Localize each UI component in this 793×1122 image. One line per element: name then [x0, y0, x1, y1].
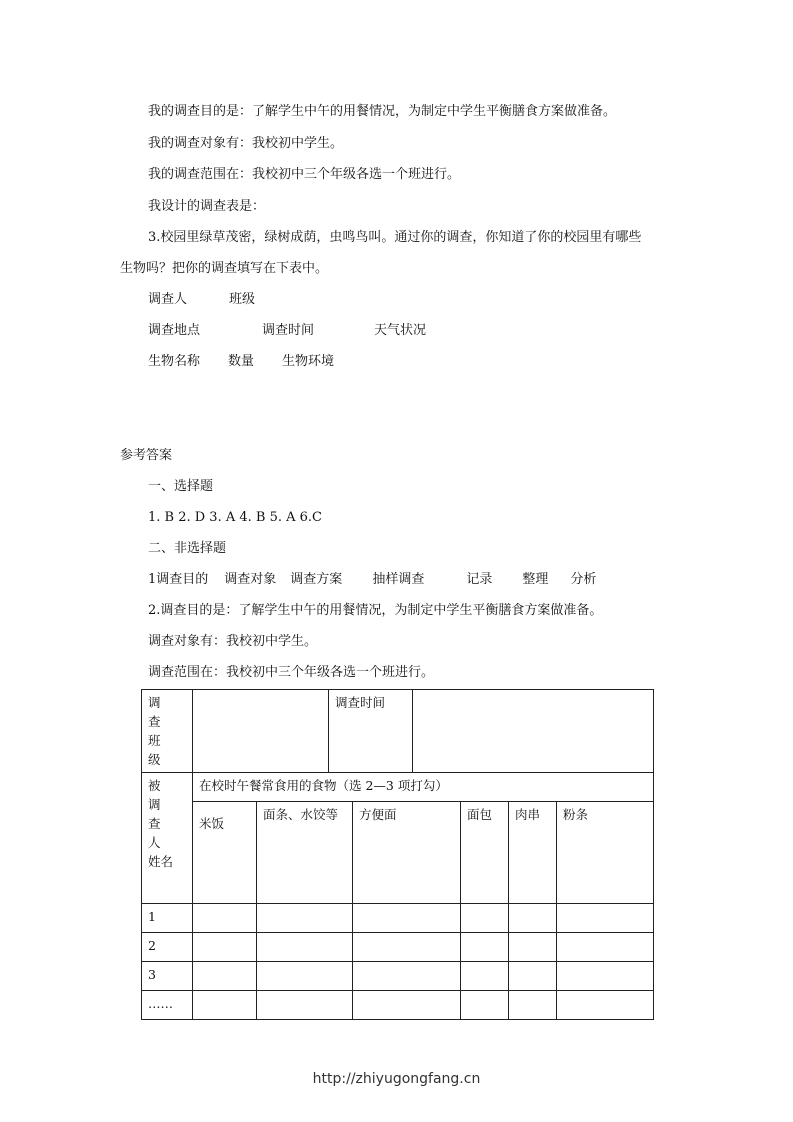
respondent-name-header: 被 调 查 人 姓名 [142, 773, 193, 904]
class-value-cell[interactable] [193, 690, 329, 773]
form-row-location [148, 323, 426, 339]
q1-item: 整理 [522, 572, 549, 587]
row-number: 1 [142, 904, 193, 933]
food-instant-noodles: 方便面 [353, 802, 461, 904]
table-row [142, 773, 654, 802]
location-label: 调查地点 [148, 323, 201, 338]
food-noodles: 面条、水饺等 [257, 802, 353, 904]
time-label-cell: 调查时间 [329, 690, 413, 773]
table-row [142, 690, 654, 773]
food-skewers: 肉串 [509, 802, 557, 904]
question3-line: 3.校园里绿草茂密，绿树成荫，虫鸣鸟叫。通过你的调查，你知道了你的校园里有哪些 [148, 230, 642, 245]
q2-subject: 调查对象有：我校初中学生。 [148, 634, 318, 649]
time-value-cell[interactable] [413, 690, 654, 773]
q1-item: 调查对象 [224, 572, 277, 587]
time-label: 调查时间 [262, 323, 315, 338]
table-row [142, 802, 654, 904]
table-row [142, 991, 654, 1020]
answers-heading: 参考答案 [120, 448, 173, 463]
subject-line: 我的调查对象有：我校初中学生。 [148, 136, 344, 151]
choice-answers: 1. B 2. D 3. A 4. B 5. A 6.C [148, 510, 322, 525]
quantity-label: 数量 [228, 354, 255, 369]
form-row-organism [148, 354, 334, 370]
q1-item: 1调查目的 [148, 572, 209, 587]
class-label-cell: 调 查 班 级 [142, 690, 193, 773]
q1-item: 抽样调查 [372, 572, 425, 587]
weather-label: 天气状况 [374, 323, 427, 338]
food-bread: 面包 [461, 802, 509, 904]
row-number: 3 [142, 962, 193, 991]
q2-scope: 调查范围在：我校初中三个年级各选一个班进行。 [148, 665, 435, 680]
food-rice: 米饭 [193, 802, 257, 904]
q2-purpose: 2.调查目的是：了解学生中午的用餐情况，为制定中学生平衡膳食方案做准备。 [148, 603, 603, 618]
section-nonchoice: 二、非选择题 [148, 541, 227, 556]
table-row [142, 933, 654, 962]
investigator-label: 调查人 [148, 292, 188, 307]
lunch-survey-table [141, 689, 654, 1020]
table-row [142, 904, 654, 933]
table-row [142, 962, 654, 991]
form-row-investigator [148, 292, 255, 308]
q1-item: 记录 [466, 572, 493, 587]
scope-line: 我的调查范围在：我校初中三个年级各选一个班进行。 [148, 167, 461, 182]
row-number: 2 [142, 933, 193, 962]
footer-url[interactable]: http://zhiyugongfang.cn [312, 1071, 481, 1087]
food-header-cell: 在校时午餐常食用的食物（选 2—3 项打勾） [193, 773, 654, 802]
row-number: …… [142, 991, 193, 1020]
environment-label: 生物环境 [282, 354, 335, 369]
food-vermicelli: 粉条 [557, 802, 654, 904]
purpose-line: 我的调查目的是：了解学生中午的用餐情况，为制定中学生平衡膳食方案做准备。 [148, 104, 617, 119]
q1-item: 分析 [570, 572, 597, 587]
q1-answers [148, 572, 596, 588]
q1-item: 调查方案 [290, 572, 343, 587]
design-line: 我设计的调查表是： [148, 199, 266, 214]
question3-continued: 生物吗？把你的调查填写在下表中。 [120, 261, 329, 276]
section-choice: 一、选择题 [148, 479, 214, 494]
class-label: 班级 [229, 292, 256, 307]
organism-name-label: 生物名称 [148, 354, 201, 369]
